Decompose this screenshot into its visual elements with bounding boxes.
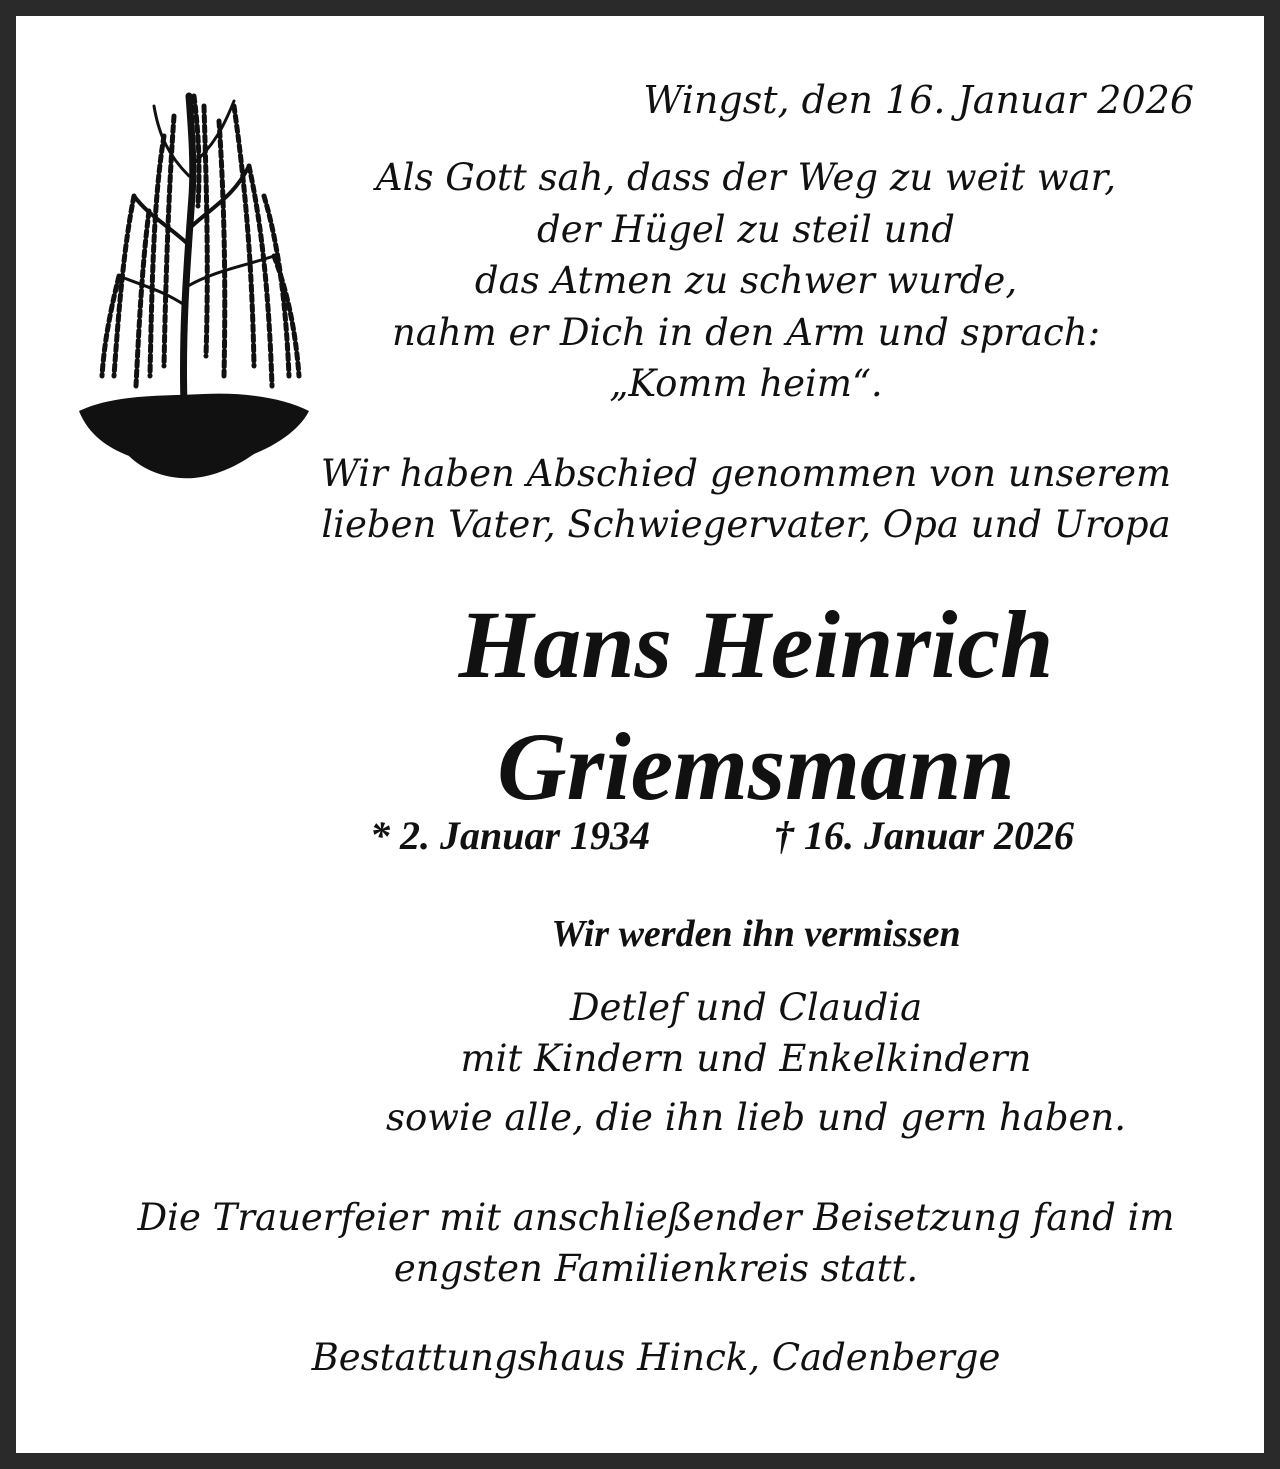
birth-date: * 2. Januar 1934 xyxy=(370,813,651,858)
service-info xyxy=(56,1192,1256,1294)
farewell-line: lieben Vater, Schwiegervater, Opa und Uropa xyxy=(321,503,1171,546)
family-line: mit Kindern und Enkelkindern xyxy=(460,1037,1032,1080)
deceased-name xyxy=(306,584,1206,828)
service-line: Die Trauerfeier mit anschließender Beisetzung fand im xyxy=(137,1196,1175,1239)
poem xyxy=(306,152,1186,410)
name-line: Griemsmann xyxy=(497,713,1015,820)
others-line: sowie alle, die ihn lieb und gern haben. xyxy=(385,1096,1127,1139)
name-line: Hans Heinrich xyxy=(458,591,1054,698)
obituary-notice xyxy=(16,16,1264,1453)
poem-line: der Hügel zu steil und xyxy=(537,207,955,251)
death-date: † 16. Januar 2026 xyxy=(774,813,1075,858)
poem-line: Als Gott sah, dass der Weg zu weit war, xyxy=(375,156,1117,199)
poem-line: nahm er Dich in den Arm und sprach: xyxy=(391,310,1101,354)
farewell-line: Wir haben Abschied genommen von unserem xyxy=(320,452,1172,495)
miss-line: Wir werden ihn vermissen xyxy=(551,913,961,955)
farewell-text xyxy=(276,448,1216,550)
poem-line: „Komm heim“. xyxy=(609,362,883,405)
poem-line: das Atmen zu schwer wurde, xyxy=(474,259,1018,302)
family-line: Detlef und Claudia xyxy=(569,986,923,1029)
undertaker: Bestattungshaus Hinck, Cadenberge xyxy=(311,1336,1001,1379)
place-and-date: Wingst, den 16. Januar 2026 xyxy=(643,78,1194,122)
service-line: engsten Familienkreis statt. xyxy=(393,1247,919,1290)
willow-tree-icon xyxy=(74,76,314,496)
family-signature xyxy=(306,982,1186,1084)
